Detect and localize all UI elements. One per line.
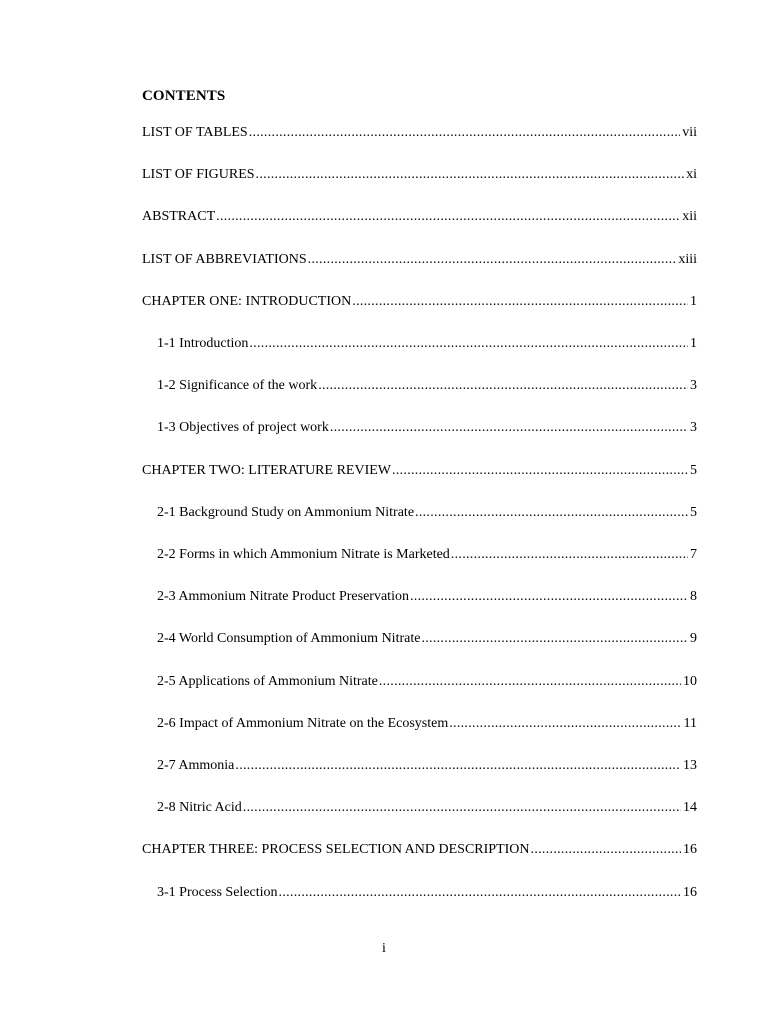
toc-entry-title: 2-7 Ammonia (157, 758, 235, 773)
toc-dot-leader (379, 672, 681, 692)
toc-dot-leader (410, 587, 688, 607)
toc-entry-title: LIST OF ABBREVIATIONS (142, 252, 307, 267)
toc-entry-page-number: xiii (678, 252, 697, 267)
toc-entry-page-number: 9 (690, 631, 697, 646)
toc-entry-page-number: vii (682, 125, 697, 140)
toc-entry-page-number: 8 (690, 589, 697, 604)
toc-dot-leader (249, 334, 688, 354)
toc-dot-leader (449, 714, 681, 734)
toc-entry[interactable] (157, 418, 697, 438)
toc-entry-title: CHAPTER TWO: LITERATURE REVIEW (142, 463, 391, 478)
toc-entry-title: 2-6 Impact of Ammonium Nitrate on the Ecosystem (157, 716, 449, 731)
toc-entry[interactable] (157, 672, 697, 692)
toc-entry-title: 2-1 Background Study on Ammonium Nitrate (157, 505, 415, 520)
toc-entry[interactable] (142, 123, 697, 143)
toc-dot-leader (352, 292, 688, 312)
toc-entry-title: CHAPTER ONE: INTRODUCTION (142, 294, 352, 309)
toc-entry-page-number: 10 (683, 674, 697, 689)
toc-entry-page-number: 16 (683, 885, 697, 900)
toc-entry[interactable] (142, 250, 697, 270)
toc-entry[interactable] (157, 629, 697, 649)
toc-entry-title: CHAPTER THREE: PROCESS SELECTION AND DESCRIPTION (142, 842, 530, 857)
toc-entry-title: 1-3 Objectives of project work (157, 420, 329, 435)
toc-entry-page-number: 1 (690, 294, 697, 309)
toc-entry-page-number: 14 (683, 800, 697, 815)
toc-entry[interactable] (142, 461, 697, 481)
toc-entry-page-number: 7 (690, 547, 697, 562)
toc-dot-leader (243, 798, 681, 818)
toc-dot-leader (256, 165, 685, 185)
toc-entry-title: 2-4 World Consumption of Ammonium Nitrate (157, 631, 421, 646)
toc-dot-leader (318, 376, 688, 396)
toc-entry-title: LIST OF TABLES (142, 125, 248, 140)
toc-entry[interactable] (142, 165, 697, 185)
toc-entry-title: 1-2 Significance of the work (157, 378, 318, 393)
toc-entry[interactable] (157, 883, 697, 903)
toc-dot-leader (392, 461, 688, 481)
toc-entry[interactable] (142, 840, 697, 860)
toc-entry-page-number: 5 (690, 505, 697, 520)
toc-dot-leader (235, 756, 681, 776)
footer-page-number: i (382, 941, 386, 956)
toc-entry-title: 1-1 Introduction (157, 336, 249, 351)
toc-dot-leader (308, 250, 677, 270)
toc-entry-title: 2-5 Applications of Ammonium Nitrate (157, 674, 378, 689)
toc-entry-title: 3-1 Process Selection (157, 885, 278, 900)
toc-dot-leader (279, 883, 681, 903)
toc-entry-page-number: 13 (683, 758, 697, 773)
toc-entry-page-number: 11 (683, 716, 697, 731)
toc-entry-page-number: 1 (690, 336, 697, 351)
toc-entry[interactable] (157, 376, 697, 396)
toc-dot-leader (249, 123, 681, 143)
toc-entry-page-number: 5 (690, 463, 697, 478)
toc-entry-title: 2-3 Ammonium Nitrate Product Preservation (157, 589, 409, 604)
toc-dot-leader (330, 418, 688, 438)
toc-entry-page-number: 3 (690, 420, 697, 435)
toc-entry[interactable] (157, 503, 697, 523)
toc-entry[interactable] (157, 545, 697, 565)
toc-dot-leader (421, 629, 688, 649)
toc-dot-leader (415, 503, 688, 523)
toc-entry[interactable] (142, 292, 697, 312)
toc-entry[interactable] (157, 714, 697, 734)
toc-entry-page-number: 3 (690, 378, 697, 393)
toc-dot-leader (531, 840, 681, 860)
toc-entry-page-number: 16 (683, 842, 697, 857)
toc-entry-title: ABSTRACT (142, 209, 216, 224)
contents-heading: CONTENTS (142, 88, 226, 104)
toc-entry[interactable] (157, 756, 697, 776)
toc-entry[interactable] (157, 587, 697, 607)
toc-dot-leader (216, 207, 680, 227)
toc-entry[interactable] (157, 798, 697, 818)
toc-entry[interactable] (157, 334, 697, 354)
toc-entry-page-number: xii (682, 209, 697, 224)
toc-entry-title: 2-8 Nitric Acid (157, 800, 242, 815)
toc-entry[interactable] (142, 207, 697, 227)
toc-dot-leader (451, 545, 688, 565)
toc-entry-page-number: xi (686, 167, 697, 182)
toc-entry-title: 2-2 Forms in which Ammonium Nitrate is Marketed (157, 547, 450, 562)
toc-entry-title: LIST OF FIGURES (142, 167, 255, 182)
